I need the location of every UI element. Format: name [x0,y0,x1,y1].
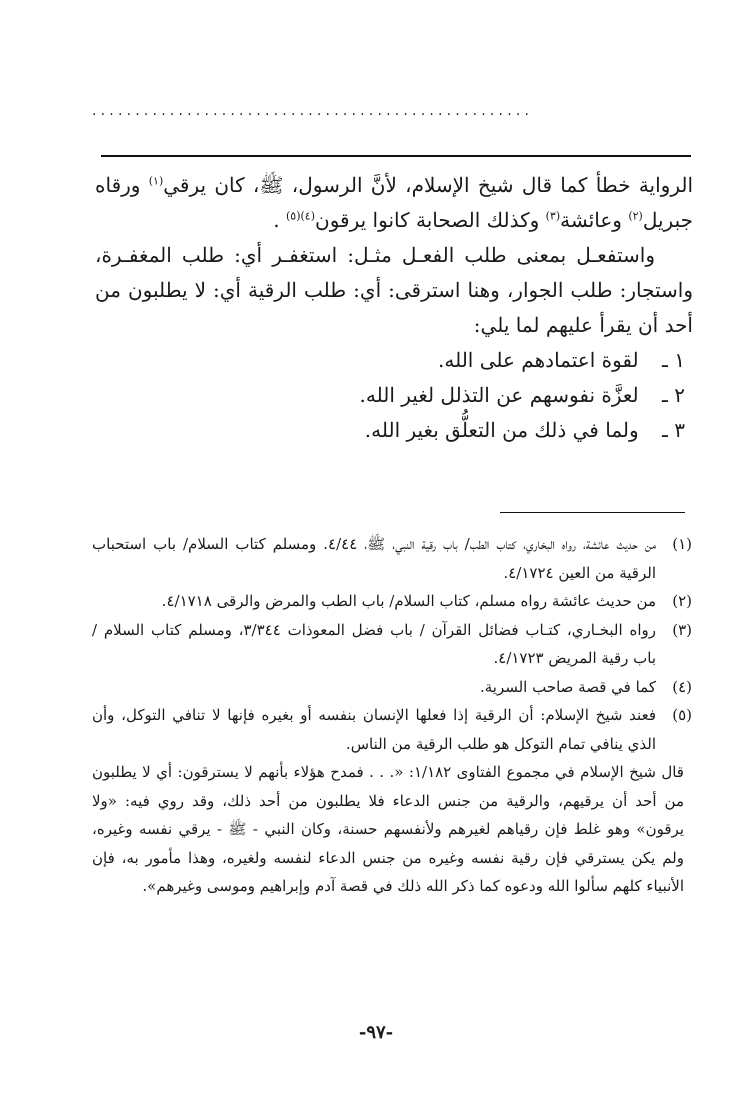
footnote-number: (٢) [672,592,692,610]
paragraph-1-part-4: وكذلك الصحابة كانوا يرقون [315,208,546,232]
main-text [95,168,693,448]
footnote-ref-3: (٣) [545,209,561,223]
footnote [92,673,692,702]
footnote [92,587,692,616]
footnote-text: كما في قصة صاحب السرية. [479,677,656,696]
header-dotted-line: ................................................... [92,103,534,119]
page-number: -٩٧- [358,1022,394,1043]
footnote-continuation: قال شيخ الإسلام في مجموع الفتاوى ١/١٨٢: «. . . فمدح هؤلاء بأنهم لا يسترقون: أي لا يطلبون من أحد أن يرقيهم، والرقية من جنس الدعاء فلا يطلبون من أحد ذلك، وقد روي فيه: «ولا يرقون» وهو غلط فإن رقياهم لغيرهم ولأنفسهم حسنة، وكان النبي - ﷺ - يرقي نفسه وغيره، ولم يكن يسترقي فإن رقية نفسه وغيره من جنس الدعاء لنفسه ولغيره، وهذا مأمور به، فإن الأنبياء كلهم سألوا الله ودعوه كما ذكر الله ذلك في قصة آدم وإبراهيم وموسى وغيرهم». [92,763,684,895]
footnote-separator [500,512,685,513]
footnote-ref-4-5: (٤)(٥) [285,209,316,223]
footnote [92,701,692,758]
list-item [95,378,693,413]
footnote-number: (٣) [672,620,692,639]
list-text: لعزَّة نفوسهم عن التذلل لغير الله. [359,383,639,407]
footnotes [92,530,692,901]
header-rule [101,155,691,157]
footnote-text: من حديث عائشة، رواه البخاري، كتاب الطب/ باب رقية النبي، ﷺ، ٤/٤٤. ومسلم كتاب السلام/ باب استحباب الرقية من العين ٤/١٧٢٤. [92,535,657,582]
list-number: ١ ـ [662,348,685,372]
footnote-number: (١) [672,535,692,553]
footnote-ref-2: (٢) [628,209,643,223]
paragraph-2: واستفعـل بمعنى طلب الفعـل مثـل: استغفـر أي: طلب المغفـرة، واستجار: طلب الجوار، وهنا استرقى: أي: طلب الرقية أي: لا يطلبون من أحد أن يقرأ عليهم لما يلي: [95,243,693,337]
list-number: ٣ ـ [662,418,685,442]
paragraph-1-end: . [273,208,286,232]
list-number: ٢ ـ [662,383,685,407]
paragraph-1 [95,168,693,238]
list-text: ولما في ذلك من التعلُّق بغير الله. [364,418,639,442]
list-text: لقوة اعتمادهم على الله. [438,348,639,372]
footnote-text: رواه البخـاري، كتـاب فضائل القرآن / باب فضل المعوذات ٣/٣٤٤، ومسلم كتاب السلام / باب رقية المريض ٤/١٧٢٣. [92,620,656,667]
footnote [92,530,692,587]
paragraph-1-part-1: الرواية خطأ كما قال شيخ الإسلام، لأنَّ الرسول، ﷺ، كان يرقي [163,173,694,197]
list-item [95,343,693,378]
footnote-number: (٥) [672,706,692,724]
footnote-text: من حديث عائشة رواه مسلم، كتاب السلام/ باب الطب والمرض والرقى ٤/١٧١٨. [161,592,656,610]
footnote-ref-1: (١) [148,174,164,188]
list-item [95,413,693,448]
footnote-text: فعند شيخ الإسلام: أن الرقية إذا فعلها الإنسان بنفسه أو بغيره فإنها لا تنافي التوكل، وأن الذي ينافي تمام التوكل هو طلب الرقية من الناس. [92,706,656,753]
paragraph-1-part-2: ورقاه جبريل [95,173,693,232]
footnote-number: (٤) [672,677,692,696]
paragraph-1-part-3: وعائشة [560,208,629,232]
footnote [92,616,692,673]
